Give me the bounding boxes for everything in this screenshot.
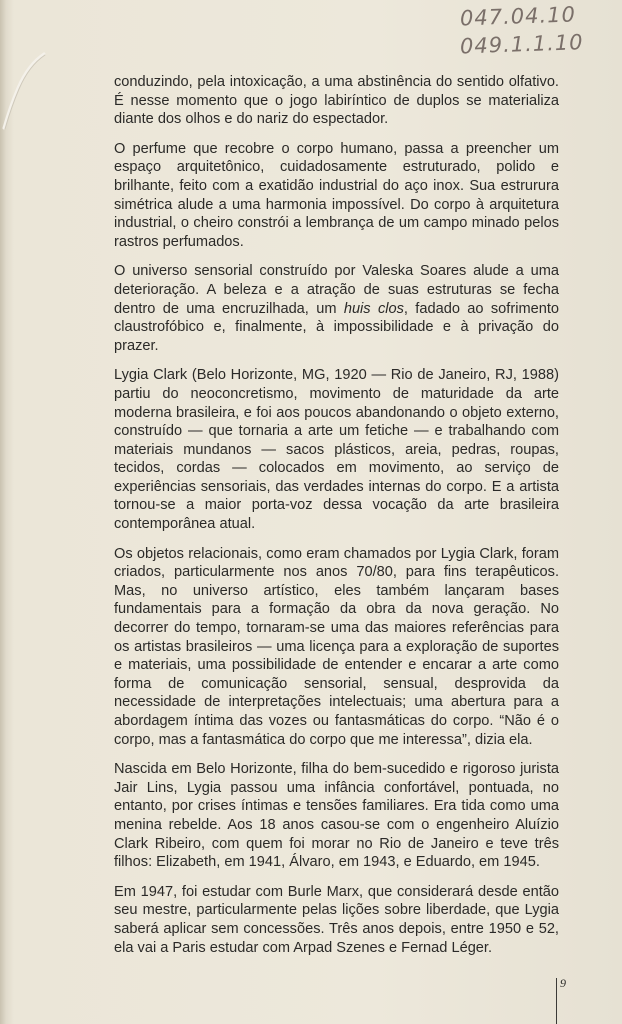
paragraph-4: Lygia Clark (Belo Horizonte, MG, 1920 — Rio de Janeiro, RJ, 1988) partiu do neoconcretismo, movimento de maturidade da arte moderna brasileira, e foi aos poucos abandonando o objeto externo, construído — que tornaria a arte um fetiche — e trabalhando com materiais mundanos — sacos plásticos, areia, pedras, roupas, tecidos, cordas — colocados em movimento, ao serviço de experiências sensoriais, das verdades internas do corpo. E a artista tornou-se a maior porta-voz dessa vocação da arte brasileira contemporânea atual. (114, 367, 559, 533)
page-number: 9 (560, 976, 566, 990)
annotation-line-2: 049.1.1.10 (459, 30, 584, 59)
handwritten-annotation (460, 2, 600, 58)
paragraph-3 (114, 262, 559, 355)
paragraph-7: Em 1947, foi estudar com Burle Marx, que considerará desde então seu mestre, particularmente pelas lições sobre liberdade, que Lygia saberá aplicar sem concessões. Três anos depois, entre 1950 e 52, ela vai a Paris estudar com Arpad Szenes e Fernad Léger. (114, 883, 559, 956)
body-text (114, 73, 559, 968)
annotation-line-1: 047.04.10 (459, 2, 577, 31)
binding-edge (0, 0, 6, 1024)
paragraph-6: Nascida em Belo Horizonte, filha do bem-sucedido e rigoroso jurista Jair Lins, Lygia passou uma infância confortável, pontuada, no entanto, por crises íntimas e tensões familiares. Era tida como uma menina rebelde. Aos 18 anos casou-se com o engenheiro Aluízio Clark Ribeiro, com quem foi morar no Rio de Janeiro e teve três filhos: Elizabeth, em 1941, Álvaro, em 1943, e Eduardo, em 1945. (114, 761, 559, 871)
paragraph-5: Os objetos relacionais, como eram chamados por Lygia Clark, foram criados, particularmente nos anos 70/80, para fins terapêuticos. Mas, no universo artístico, eles também lançaram bases fundamentais para a formação da obra da nova geração. No decorrer do tempo, tornaram-se uma das maiores referências para os artistas brasileiros — uma licença para a exploração de suportes e materiais, uma possibilidade de entender e encarar a arte como forma de comunicação sensorial, sensual, desprovida da necessidade de interpretações intelectuais; uma abertura para a abordagem íntima das vozes ou fantasmáticas do corpo. “Não é o corpo, mas a fantasmática do corpo que me interessa”, dizia ela. (114, 545, 559, 748)
paragraph-3-italic: huis clos (343, 300, 404, 317)
paragraph-2: O perfume que recobre o corpo humano, passa a preencher um espaço arquitetônico, cuidadosamente estruturado, polido e brilhante, feito com a exatidão industrial do aço inox. Sua estrurura simétrica alude a uma harmonia impossível. Do corpo à arquitetura industrial, o cheiro constrói a lembrança de um campo minado pelos rastros perfumados. (114, 140, 559, 250)
paragraph-1: conduzindo, pela intoxicação, a uma abstinência do sentido olfativo. É nesse momento que o jogo labiríntico de duplos se materializa diante dos olhos e do nariz do espectador. (114, 74, 559, 128)
bookmark-string (2, 52, 46, 132)
paragraph-3-text-a: O universo sensorial construído por Valeska Soares alude a uma deterioração. A beleza e a atração de suas estruturas se fecha dentro de uma encruzilhada, um (114, 263, 559, 317)
paragraph-3-text-b: , fadado ao sofrimento claustrofóbico e, finalmente, à impossibilidade e à privação do prazer. (114, 300, 560, 354)
folio-rule (556, 978, 557, 1024)
